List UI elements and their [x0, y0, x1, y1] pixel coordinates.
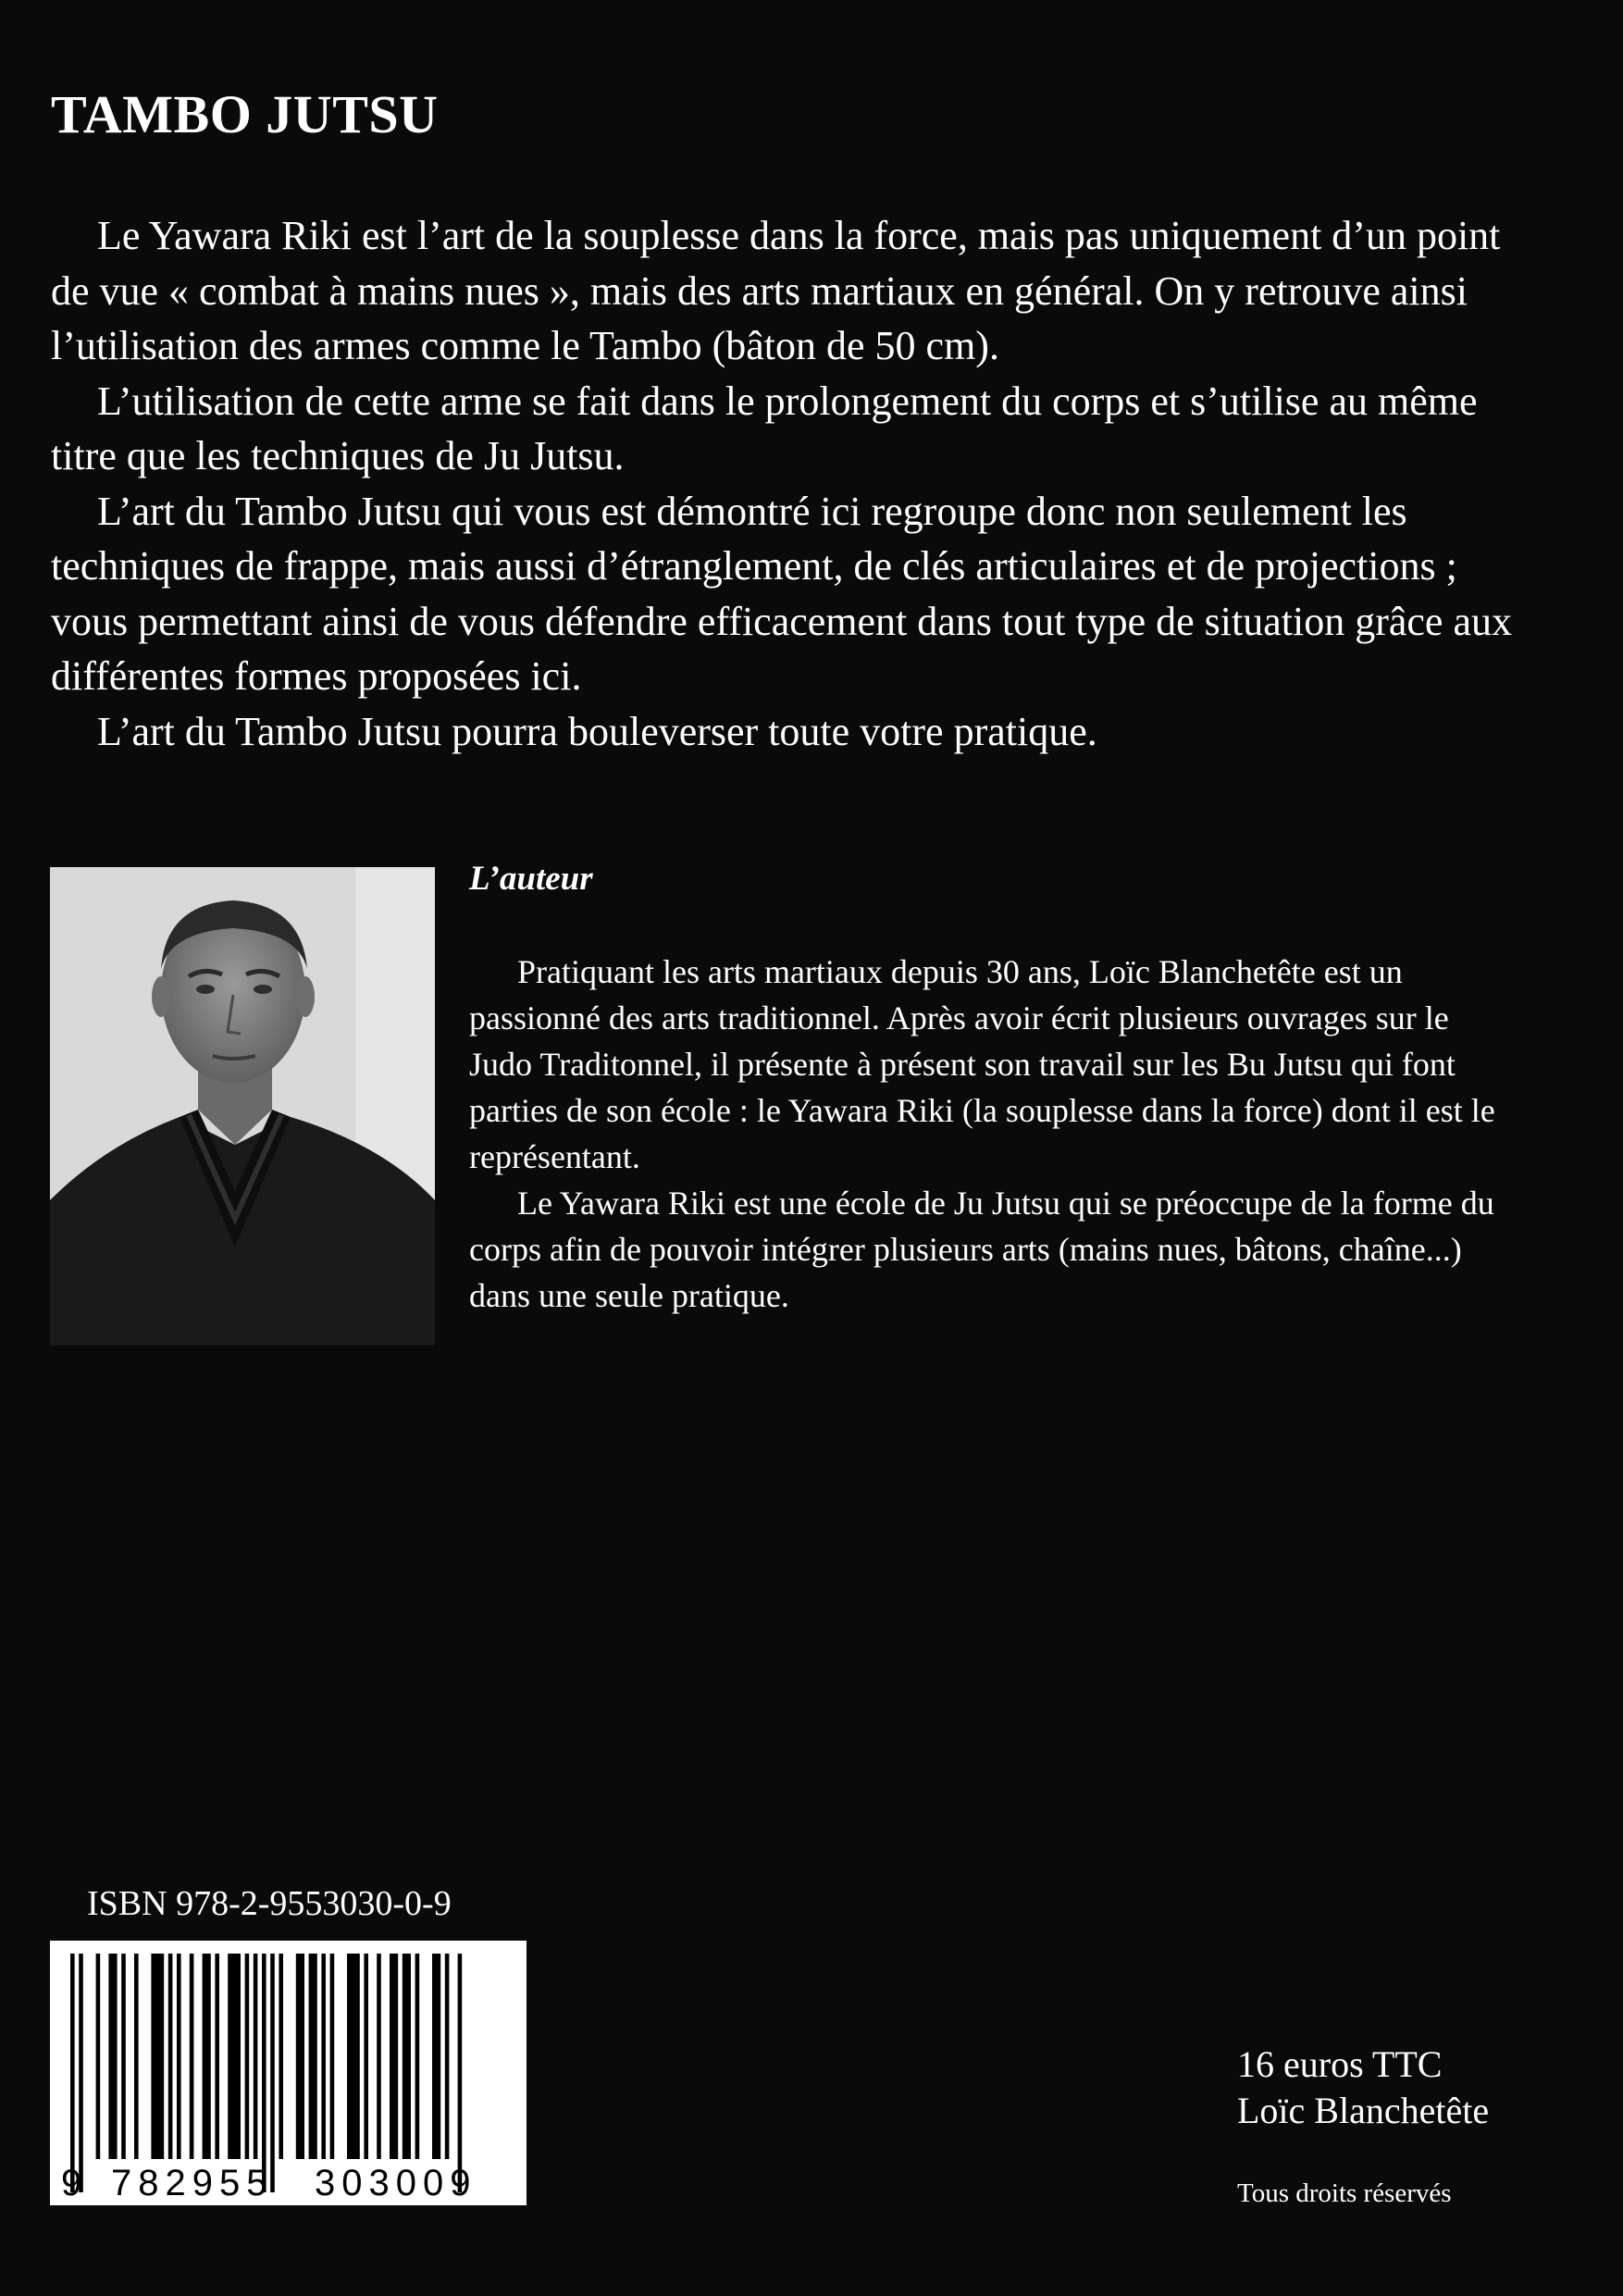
barcode-bar [121, 1954, 126, 2159]
rights-notice: Tous droits réservés [1237, 2178, 1452, 2208]
barcode-bar [377, 1954, 381, 2159]
price: 16 euros TTC [1237, 2043, 1443, 2085]
barcode-bar [309, 1954, 317, 2159]
barcode-right-group: 303009 [315, 2163, 477, 2203]
author-paragraph: Pratiquant les arts martiaux depuis 30 ans, Loïc Blanchetête est un passionné des arts traditionnel. Après avoir écrit plusieurs ouvrages sur le Judo Traditonnel, il présente à présent son travail sur les Bu Jutsu qui font parties de son école : le Yawara Riki (la souplesse dans la force) dont il est le représentant. [469, 953, 1495, 1175]
barcode-bar [228, 1954, 241, 2159]
isbn-label: ISBN 978-2-9553030-0-9 [87, 1884, 452, 1923]
book-title: TAMBO JUTSU [51, 84, 439, 144]
barcode-bar [364, 1954, 368, 2159]
publisher-name: Loïc Blanchetête [1237, 2090, 1490, 2131]
author-bio [469, 949, 1501, 1319]
barcode-bar [245, 1954, 250, 2159]
barcode-bar [458, 1954, 463, 2192]
price-block [1237, 2042, 1489, 2134]
barcode-bar [168, 1954, 173, 2159]
author-heading: L’auteur [469, 860, 593, 898]
barcode-bar [262, 1954, 266, 2192]
barcode [50, 1941, 527, 2205]
intro-paragraph: Le Yawara Riki est l’art de la souplesse dans la force, mais pas uniquement d’un point de vue « combat à mains nues », mais des arts martiaux en général. On y retrouve ainsi l’utilisation des armes comme le Tambo (bâton de 50 cm). [51, 213, 1501, 368]
barcode-bar [445, 1954, 450, 2159]
intro-paragraph: L’art du Tambo Jutsu qui vous est démontré ici regroupe donc non seulement les techniques de frappe, mais aussi d’étranglement, de clés articulaires et de projections ; vous permettant ainsi de vous défendre efficacement dans tout type de situation grâce aux différentes formes proposées ici. [51, 488, 1512, 699]
intro-text [51, 208, 1541, 759]
barcode-bar [390, 1954, 398, 2159]
barcode-bar [70, 1954, 75, 2192]
barcode-bar [270, 1954, 275, 2192]
intro-paragraph: L’art du Tambo Jutsu pourra bouleverser toute votre pratique. [97, 708, 1097, 754]
barcode-bar [134, 1954, 139, 2159]
barcode-bar [403, 1954, 411, 2159]
barcode-bar [79, 1954, 83, 2192]
barcode-bar [177, 1954, 181, 2159]
barcode-left-group: 782955 [111, 2163, 274, 2203]
barcode-bar [415, 1954, 420, 2159]
author-portrait-illustration [50, 867, 435, 1346]
barcode-bar [190, 1954, 194, 2159]
barcode-bar [347, 1954, 360, 2159]
intro-paragraph: L’utilisation de cette arme se fait dans le prolongement du corps et s’utilise au même titre que les techniques de Ju Jutsu. [51, 378, 1478, 478]
barcode-bar [203, 1954, 211, 2159]
author-paragraph: Le Yawara Riki est une école de Ju Jutsu qui se préoccupe de la forme du corps afin de pouvoir intégrer plusieurs arts (mains nues, bâtons, chaîne...) dans une seule pratique. [469, 1185, 1494, 1314]
barcode-bar [151, 1954, 164, 2159]
barcode-bar [321, 1954, 326, 2159]
barcode-bar [108, 1954, 117, 2159]
barcode-first-digit: 9 [61, 2163, 89, 2203]
barcode-bar [254, 1954, 258, 2159]
barcode-bar [296, 1954, 304, 2159]
author-photo [50, 867, 435, 1346]
barcode-bar [279, 1954, 283, 2159]
barcode-bar [330, 1954, 335, 2159]
barcode-bar [96, 1954, 101, 2159]
barcode-bar [432, 1954, 440, 2159]
barcode-bar [215, 1954, 219, 2159]
